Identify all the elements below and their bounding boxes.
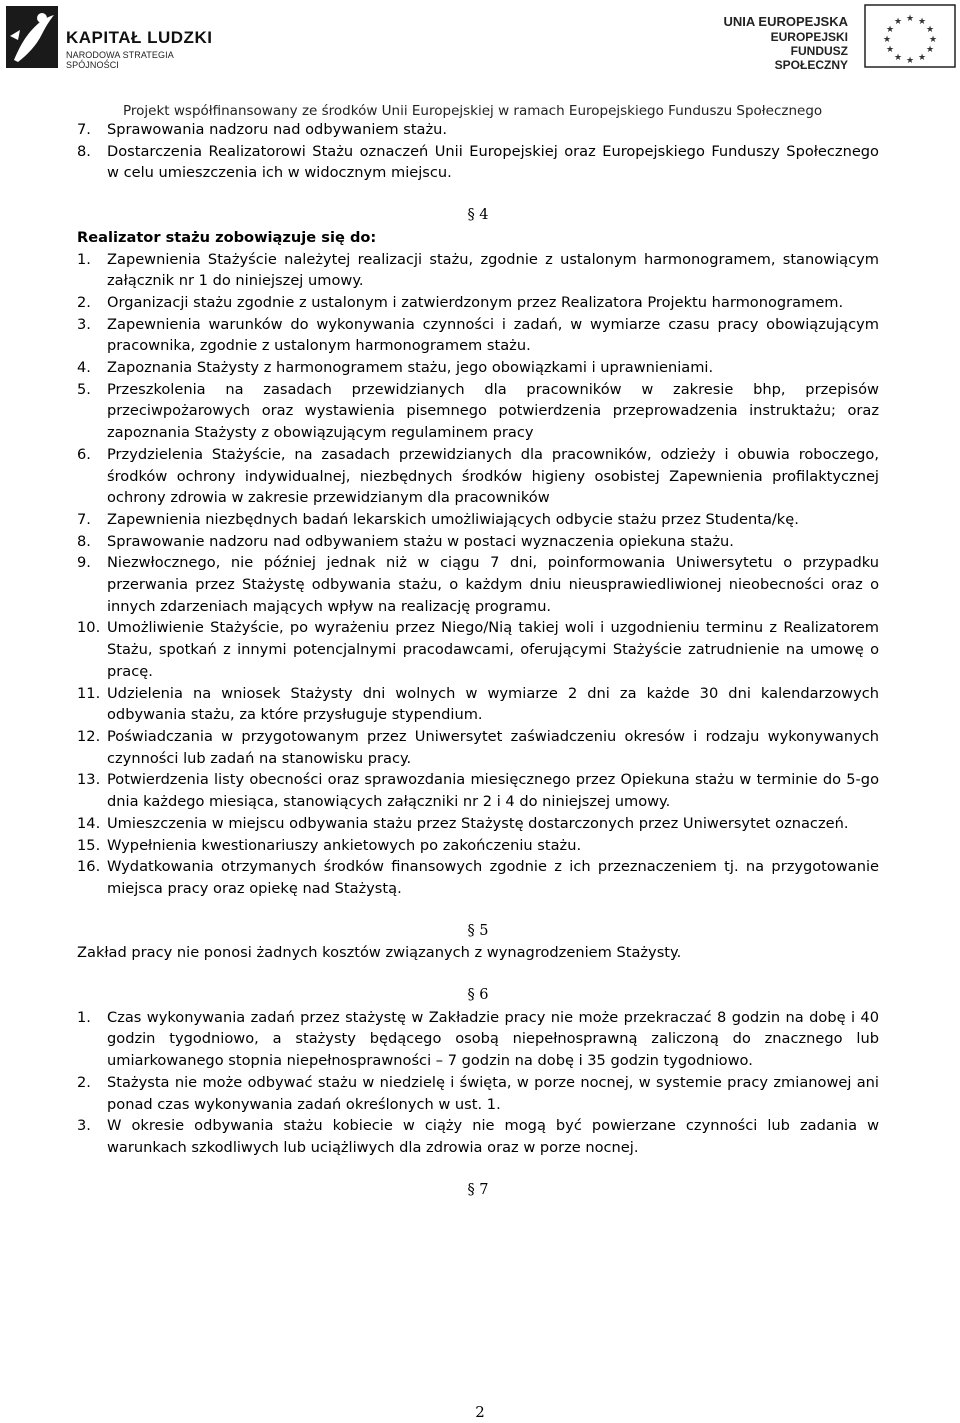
svg-text:★: ★ — [925, 45, 935, 55]
item-number: 2. — [77, 293, 91, 311]
item-number: 14. — [77, 814, 101, 832]
item-text: Zapewnienia warunków do wykonywania czynności i zadań, w wymiarze czasu pracy obowiązującym pracownika, zgodnie z ustalonym harmonogramem stażu. — [107, 315, 879, 355]
eu-logo-line2: EUROPEJSKI — [770, 30, 848, 44]
item-number: 8. — [77, 142, 91, 160]
item-text: Przydzielenia Stażyście, na zasadach przewidzianych dla pracowników, odzieży i obuwia roboczego, środków ochrony indywidualnej, niezbędnych środków higieny osobistej Zapewnienia profilaktycznej ochrony zdrowia w zakresie przewidzianym dla pracowników — [107, 445, 879, 507]
list-item — [77, 119, 879, 141]
item-number: 13. — [77, 771, 101, 789]
item-number: 10. — [77, 619, 101, 637]
list-item — [77, 769, 879, 812]
list-item — [77, 1007, 879, 1072]
list-item — [77, 531, 879, 553]
item-number: 7. — [77, 121, 91, 138]
svg-text:★: ★ — [925, 25, 935, 35]
item-number: 9. — [77, 554, 91, 572]
list-item — [77, 1072, 879, 1115]
eu-logo-line3: FUNDUSZ SPOŁECZNY — [774, 44, 848, 72]
item-text: Wypełnienia kwestionariuszy ankietowych po zakończeniu stażu. — [107, 836, 582, 854]
list-item — [77, 835, 879, 857]
list-item — [77, 856, 879, 899]
svg-text:★: ★ — [893, 53, 903, 63]
item-text: Udzielenia na wniosek Stażysty dni wolnych w wymiarze 2 dni za każde 30 dni kalendarzowych odbywania stażu, za które przysługuje stypendium. — [107, 684, 879, 724]
list-item — [77, 314, 879, 357]
item-text: Niezwłocznego, nie później jednak niż w ciągu 7 dni, poinformowania Uniwersytetu o przypadku przerwania przez Stażystę odbywania stażu, o każdym dniu nieusprawiedliwionej nieobecności oraz o innych zdarzeniach mających wpływ na realizację programu. — [107, 554, 879, 615]
kapital-ludzki-logo — [6, 6, 226, 68]
svg-text:★: ★ — [928, 35, 938, 45]
section-5-text: Zakład pracy nie ponosi żadnych kosztów związanych z wynagrodzeniem Stażysty. — [77, 944, 682, 962]
item-text: Organizacji stażu zgodnie z ustalonym i zatwierdzonym przez Realizatora Projektu harmonogramem. — [107, 293, 844, 311]
svg-text:★: ★ — [905, 56, 915, 66]
svg-text:★: ★ — [893, 17, 903, 27]
item-text: Umożliwienie Stażyście, po wyrażeniu przez Niego/Nią takiej woli i uzgodnieniu terminu z Realizatorem Stażu, spotkań z innymi potencjalnymi pracodawcami, oferującymi Stażyście zatrudnienie na umowę o pracę. — [107, 619, 879, 680]
list-item — [77, 509, 879, 531]
section-5-symbol: § 5 — [467, 922, 489, 939]
page-header — [0, 0, 960, 72]
item-number: 15. — [77, 836, 101, 854]
section-4-list — [77, 249, 879, 900]
kapital-ludzki-subtitle: NARODOWA STRATEGIA SPÓJNOŚCI — [66, 50, 174, 70]
item-number: 3. — [77, 315, 91, 333]
svg-text:★: ★ — [885, 25, 895, 35]
eu-logo-text — [716, 14, 848, 72]
item-text: Sprawowanie nadzoru nad odbywaniem stażu w postaci wyznaczenia opiekuna stażu. — [107, 532, 734, 550]
item-text: Umieszczenia w miejscu odbywania stażu przez Stażystę dostarczonych przez Uniwersytet oznaczeń. — [107, 814, 849, 832]
item-number: 5. — [77, 380, 91, 398]
item-text: Dostarczenia Realizatorowi Stażu oznaczeń Unii Europejskiej oraz Europejskiego Funduszy Społecznego w celu umieszczenia ich w widocznym miejscu. — [107, 142, 879, 182]
section-6-list — [77, 1007, 879, 1159]
svg-text:★: ★ — [917, 17, 927, 27]
item-text: Zapoznania Stażysty z harmonogramem stażu, jego obowiązkami i uprawnieniami. — [107, 359, 714, 377]
project-cofinancing-note: Projekt współfinansowany ze środków Unii Europejskiej w ramach Europejskiego Funduszu Społecznego — [123, 103, 823, 119]
section-4-symbol: § 4 — [467, 207, 489, 224]
svg-text:★: ★ — [917, 53, 927, 63]
list-item — [77, 1115, 879, 1158]
list-item — [77, 141, 879, 184]
section-6-symbol: § 6 — [467, 987, 489, 1004]
list-item — [77, 292, 879, 314]
item-number: 3. — [77, 1117, 91, 1135]
svg-text:★: ★ — [885, 45, 895, 55]
section-4-heading: Realizator stażu zobowiązuje się do: — [77, 228, 377, 246]
item-text: Stażysta nie może odbywać stażu w niedzielę i święta, w porze nocnej, w systemie pracy zmianowej ani ponad czas wykonywania zadań określonych w ust. 1. — [107, 1073, 879, 1113]
kapital-ludzki-title: KAPITAŁ LUDZKI — [66, 28, 213, 47]
page-number: 2 — [475, 1403, 485, 1421]
eu-flag-icon — [864, 4, 956, 68]
item-number: 6. — [77, 445, 91, 463]
list-item — [77, 444, 879, 509]
item-text: Czas wykonywania zadań przez stażystę w Zakładzie pracy nie może przekraczać 8 godzin na dobę i 40 godzin tygodniowo, a stażysty będącego osobą niepełnosprawną zaliczoną do znacznego lub umiarkowanego stopnia niepełnosprawności – 7 godzin na dobę i 35 godzin tygodniowo. — [107, 1008, 879, 1070]
item-number: 1. — [77, 1008, 91, 1026]
svg-text:★: ★ — [882, 35, 892, 45]
item-number: 4. — [77, 359, 91, 377]
list-item — [77, 379, 879, 444]
item-number: 16. — [77, 858, 101, 876]
item-number: 2. — [77, 1073, 91, 1091]
item-number: 1. — [77, 250, 91, 268]
section-7-symbol: § 7 — [467, 1181, 489, 1198]
item-text: Przeszkolenia na zasadach przewidzianych dla pracowników w zakresie bhp, przepisów przeciwpożarowych oraz wystawienia pisemnego potwierdzenia przeprowadzenia instruktażu; oraz zapoznania Stażysty z obowiązującym regulaminem pracy — [107, 380, 879, 442]
item-text: Sprawowania nadzoru nad odbywaniem stażu. — [107, 121, 448, 138]
list-item — [77, 249, 879, 292]
item-number: 7. — [77, 510, 91, 528]
svg-text:★: ★ — [905, 14, 915, 24]
item-number: 12. — [77, 727, 101, 745]
item-text: Zapewnienia Stażyście należytej realizacji stażu, zgodnie z ustalonym harmonogramem, stanowiącym załącznik nr 1 do niniejszej umowy. — [107, 250, 879, 290]
kapital-ludzki-emblem-icon — [6, 6, 62, 68]
list-item — [77, 683, 879, 726]
list-item — [77, 357, 879, 379]
eu-logo-line1: UNIA EUROPEJSKA — [723, 14, 848, 29]
item-number: 11. — [77, 684, 101, 702]
item-text: Wydatkowania otrzymanych środków finansowych zgodnie z ich przeznaczeniem tj. na przygotowanie miejsca pracy oraz opiekę nad Stażystą. — [107, 858, 879, 897]
eu-logo — [716, 4, 956, 72]
item-text: W okresie odbywania stażu kobiecie w ciąży nie mogą być powierzane czynności lub zadania w warunkach szkodliwych lub uciążliwych dla zdrowia oraz w porze nocnej. — [107, 1117, 879, 1156]
item-text: Poświadczania w przygotowanym przez Uniwersytet zaświadczeniu okresów i rodzaju wykonywanych czynności lub zadań na stanowisku pracy. — [107, 727, 879, 767]
document-body — [77, 119, 879, 1201]
item-text: Zapewnienia niezbędnych badań lekarskich umożliwiających odbycie stażu przez Studenta/kę. — [107, 510, 799, 528]
list-item — [77, 813, 879, 835]
item-text: Potwierdzenia listy obecności oraz sprawozdania miesięcznego przez Opiekuna stażu w terminie do 5-go dnia każdego miesiąca, stanowiących załączniki nr 2 i 4 do niniejszej umowy. — [107, 771, 879, 811]
list-item — [77, 726, 879, 769]
list-item — [77, 617, 879, 682]
list-item — [77, 552, 879, 617]
item-number: 8. — [77, 532, 91, 550]
